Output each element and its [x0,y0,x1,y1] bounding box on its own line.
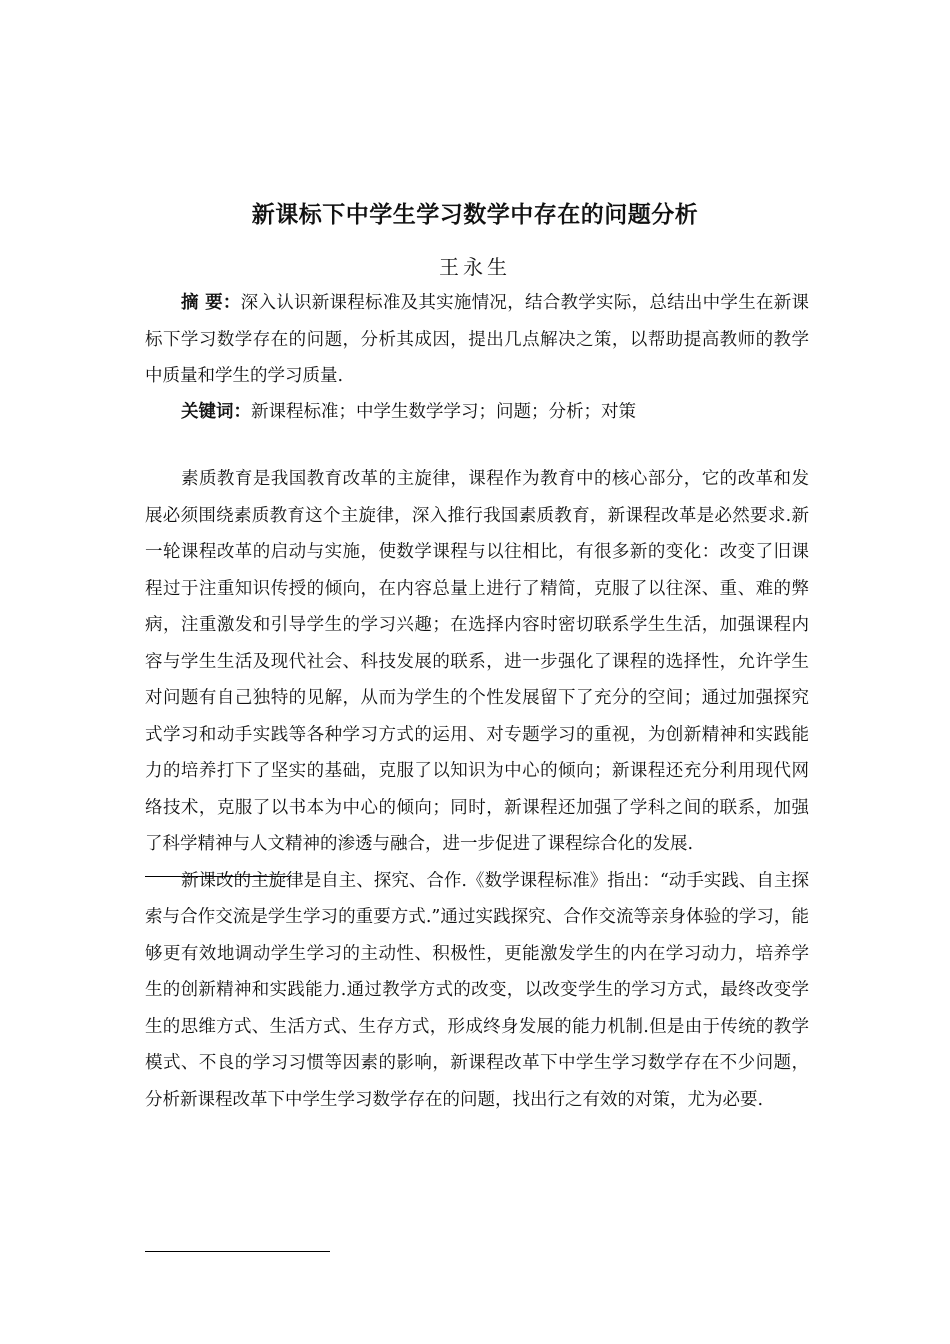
text-underline-mark [145,876,290,877]
footnote-separator [145,1251,330,1252]
document-title: 新课标下中学生学习数学中存在的问题分析 [251,202,699,228]
document-author: 王永生 [439,255,511,279]
main-body [145,461,809,1118]
body-paragraph-2: 新课改的主旋律是自主、探究、合作.《数学课程标准》指出：“动手实践、自主探索与合作交流是学生学习的重要方式.”通过实践探究、合作交流等亲身体验的学习，能够更有效地调动学生学习的主动性、积极性，更能激发学生的内在学习动力，培养学生的创新精神和实践能力.通过教学方式的改变，以改变学生的学习方式，最终改变学生的思维方式、生活方式、生存方式，形成终身发展的能力机制.但是由于传统的教学模式、不良的学习习惯等因素的影响，新课程改革下中学生学习数学存在不少问题，分析新课程改革下中学生学习数学存在的问题，找出行之有效的对策，尤为必要. [145,870,809,1110]
abstract-paragraph [145,285,809,395]
abstract-label: 摘 要： [181,293,241,313]
keywords-section [145,394,809,431]
abstract-section [145,285,809,395]
body-paragraph-1: 素质教育是我国教育改革的主旋律，课程作为教育中的核心部分，它的改革和发展必须围绕素质教育这个主旋律，深入推行我国素质教育，新课程改革是必然要求.新一轮课程改革的启动与实施，使数学课程与以往相比，有很多新的变化：改变了旧课程过于注重知识传授的倾向，在内容总量上进行了精简，克服了以往深、重、难的弊病，注重激发和引导学生的学习兴趣；在选择内容时密切联系学生生活，加强课程内容与学生生活及现代社会、科技发展的联系，进一步强化了课程的选择性，允许学生对问题有自己独特的见解，从而为学生的个性发展留下了充分的空间；通过加强探究式学习和动手实践等各种学习方式的运用、对专题学习的重视，为创新精神和实践能力的培养打下了坚实的基础，克服了以知识为中心的倾向；新课程还充分利用现代网络技术，克服了以书本为中心的倾向；同时，新课程还加强了学科之间的联系，加强了科学精神与人文精神的渗透与融合，进一步促进了课程综合化的发展. [145,469,809,854]
keywords-label: 关键词： [181,402,251,422]
abstract-text: 深入认识新课程标准及其实施情况，结合教学实际，总结出中学生在新课标下学习数学存在的问题，分析其成因，提出几点解决之策，以帮助提高教师的教学中质量和学生的学习质量. [145,293,810,386]
keywords-paragraph [145,394,809,431]
keywords-text: 新课程标准；中学生数学学习；问题；分析；对策 [251,402,636,422]
